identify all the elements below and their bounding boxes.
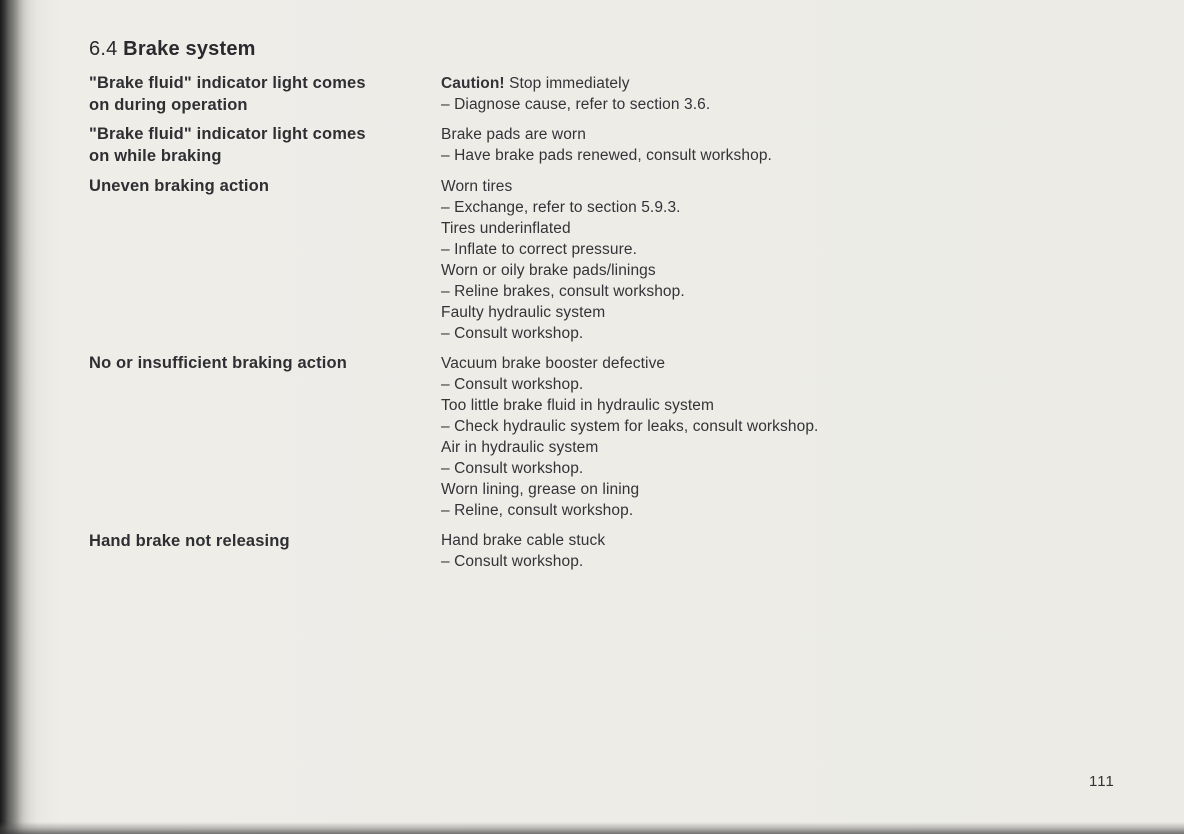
symptom-uneven-braking: [89, 176, 419, 198]
symptom-line: Uneven braking action: [89, 177, 270, 195]
remedy-line: – Reline brakes, consult workshop.: [441, 283, 685, 300]
remedy-line: Worn or oily brake pads/linings: [441, 262, 656, 279]
remedy-line: – Diagnose cause, refer to section 3.6.: [441, 96, 711, 113]
remedy-line: – Exchange, refer to section 5.9.3.: [441, 199, 681, 216]
section-number: 6.4: [89, 38, 118, 60]
remedy-brake-fluid-braking: [441, 124, 1141, 166]
symptom-brake-fluid-operation: [89, 73, 419, 116]
remedy-line: – Consult workshop.: [441, 325, 584, 342]
symptom-brake-fluid-braking: [89, 124, 419, 167]
remedy-line: Faulty hydraulic system: [441, 304, 606, 321]
remedy-line: – Consult workshop.: [441, 376, 584, 393]
symptom-line: No or insufficient braking action: [89, 354, 347, 372]
binding-shadow: [0, 0, 30, 834]
symptom-line: on during operation: [89, 95, 248, 114]
remedy-line: Hand brake cable stuck: [441, 532, 606, 549]
remedy-line: Brake pads are worn: [441, 126, 586, 143]
remedy-line: Too little brake fluid in hydraulic system: [441, 397, 714, 414]
remedy-line: Worn tires: [441, 178, 513, 195]
remedy-line: – Reline, consult workshop.: [441, 502, 634, 519]
symptom-line: "Brake fluid" indicator light comes: [89, 74, 366, 92]
symptom-line: on while braking: [89, 146, 222, 165]
remedy-insufficient-braking: [441, 353, 1141, 521]
remedy-line: Air in hydraulic system: [441, 439, 599, 456]
page-bottom-edge: [0, 822, 1184, 834]
symptom-line: Hand brake not releasing: [89, 532, 290, 550]
remedy-hand-brake: [441, 530, 1141, 572]
remedy-line: [441, 73, 1141, 94]
remedy-line: – Check hydraulic system for leaks, consult workshop.: [441, 418, 819, 435]
remedy-line: Tires underinflated: [441, 220, 571, 237]
section-title: Brake system: [123, 38, 256, 60]
caution-label: Caution!: [441, 75, 505, 92]
symptom-insufficient-braking: [89, 353, 419, 375]
remedy-line: – Consult workshop.: [441, 460, 584, 477]
page-number: 111: [1089, 773, 1115, 790]
remedy-line: – Consult workshop.: [441, 553, 584, 570]
remedy-brake-fluid-operation: [441, 73, 1141, 115]
remedy-text: Stop immediately: [504, 75, 630, 92]
section-heading: [89, 38, 256, 61]
remedy-line: Worn lining, grease on lining: [441, 481, 640, 498]
symptom-hand-brake: [89, 531, 419, 553]
remedy-line: Vacuum brake booster defective: [441, 355, 666, 372]
remedy-line: – Inflate to correct pressure.: [441, 241, 637, 258]
remedy-uneven-braking: [441, 176, 1141, 344]
symptom-line: "Brake fluid" indicator light comes: [89, 125, 366, 143]
remedy-line: – Have brake pads renewed, consult workshop.: [441, 147, 772, 164]
